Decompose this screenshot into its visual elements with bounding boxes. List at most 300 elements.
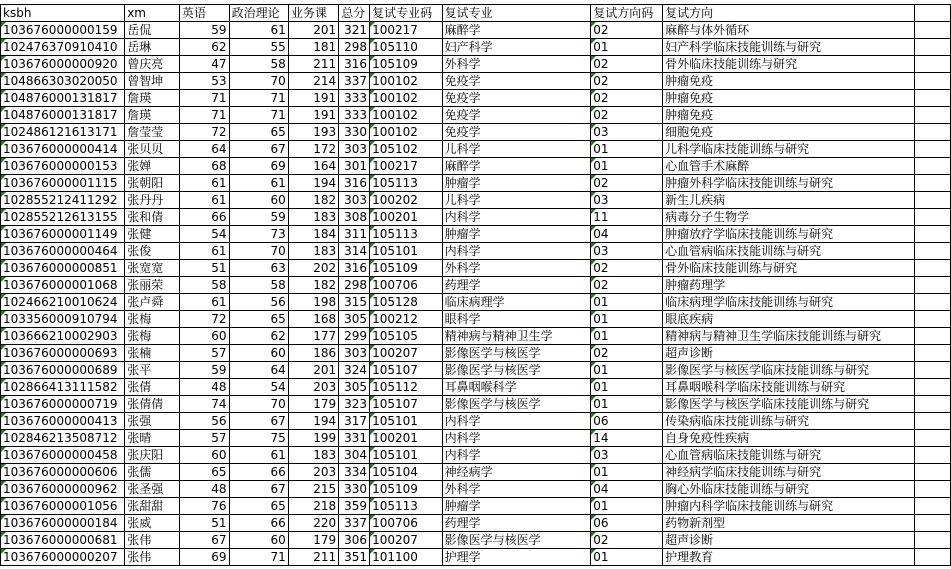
table-cell[interactable]: 105109	[370, 56, 443, 73]
empty-cell[interactable]	[914, 107, 950, 124]
table-cell[interactable]: 儿科学	[442, 141, 591, 158]
table-cell[interactable]: 58	[229, 277, 288, 294]
table-cell[interactable]: 精神病与精神卫生学临床技能训练与研究	[663, 328, 915, 345]
table-cell[interactable]: 张伟	[125, 549, 180, 566]
table-cell[interactable]: 324	[339, 362, 370, 379]
table-cell[interactable]: 01	[591, 158, 663, 175]
empty-cell[interactable]	[914, 345, 950, 362]
empty-cell[interactable]	[914, 260, 950, 277]
table-cell[interactable]: 儿科学	[442, 192, 591, 209]
table-cell[interactable]: 193	[288, 124, 338, 141]
table-cell[interactable]: 105104	[370, 464, 443, 481]
table-cell[interactable]: 59	[179, 22, 229, 39]
table-cell[interactable]: 194	[288, 175, 338, 192]
table-cell[interactable]: 103676000001149	[1, 226, 125, 243]
table-cell[interactable]: 359	[339, 498, 370, 515]
table-cell[interactable]: 肿瘤学	[442, 226, 591, 243]
table-cell[interactable]: 02	[591, 107, 663, 124]
table-cell[interactable]: 303	[339, 141, 370, 158]
table-cell[interactable]: 肿瘤免疫	[663, 107, 915, 124]
empty-cell[interactable]	[914, 56, 950, 73]
table-cell[interactable]: 102486121613171	[1, 124, 125, 141]
table-cell[interactable]: 61	[179, 243, 229, 260]
table-cell[interactable]: 57	[179, 345, 229, 362]
table-cell[interactable]: 张倩	[125, 379, 180, 396]
table-cell[interactable]: 177	[288, 328, 338, 345]
table-cell[interactable]: 105128	[370, 294, 443, 311]
table-cell[interactable]: 105113	[370, 498, 443, 515]
table-cell[interactable]: 01	[591, 141, 663, 158]
table-cell[interactable]: 220	[288, 515, 338, 532]
table-cell[interactable]: 曾庆亮	[125, 56, 180, 73]
empty-cell[interactable]	[914, 481, 950, 498]
empty-cell[interactable]	[914, 158, 950, 175]
table-cell[interactable]: 神经病学	[442, 464, 591, 481]
table-cell[interactable]: 60	[229, 532, 288, 549]
table-cell[interactable]: 69	[229, 158, 288, 175]
table-cell[interactable]: 211	[288, 549, 338, 566]
table-cell[interactable]: 眼底疾病	[663, 311, 915, 328]
table-cell[interactable]: 64	[229, 362, 288, 379]
table-cell[interactable]: 詹莹莹	[125, 124, 180, 141]
table-cell[interactable]: 59	[229, 209, 288, 226]
table-cell[interactable]: 免疫学	[442, 124, 591, 141]
table-cell[interactable]: 337	[339, 73, 370, 90]
table-cell[interactable]: 60	[229, 192, 288, 209]
table-cell[interactable]: 330	[339, 124, 370, 141]
table-cell[interactable]: 103676000001056	[1, 498, 125, 515]
table-cell[interactable]: 103676000000414	[1, 141, 125, 158]
table-cell[interactable]: 179	[288, 532, 338, 549]
table-cell[interactable]: 外科学	[442, 481, 591, 498]
table-cell[interactable]: 100102	[370, 107, 443, 124]
table-cell[interactable]: 105109	[370, 481, 443, 498]
table-cell[interactable]: 186	[288, 345, 338, 362]
table-cell[interactable]: 105109	[370, 260, 443, 277]
table-cell[interactable]: 心血管手术麻醉	[663, 158, 915, 175]
table-cell[interactable]: 316	[339, 260, 370, 277]
table-cell[interactable]: 04	[591, 481, 663, 498]
table-cell[interactable]: 330	[339, 481, 370, 498]
empty-cell[interactable]	[914, 464, 950, 481]
table-cell[interactable]: 314	[339, 243, 370, 260]
table-cell[interactable]: 215	[288, 481, 338, 498]
table-cell[interactable]: 105107	[370, 396, 443, 413]
table-cell[interactable]: 张甜甜	[125, 498, 180, 515]
table-cell[interactable]: 303	[339, 345, 370, 362]
table-cell[interactable]: 11	[591, 209, 663, 226]
header-cell[interactable]: ksbh	[1, 5, 125, 22]
table-cell[interactable]: 103676000000719	[1, 396, 125, 413]
table-cell[interactable]: 191	[288, 90, 338, 107]
table-cell[interactable]: 心血管病临床技能训练与研究	[663, 243, 915, 260]
table-cell[interactable]: 71	[229, 90, 288, 107]
table-cell[interactable]: 103676000000184	[1, 515, 125, 532]
table-cell[interactable]: 103676000000464	[1, 243, 125, 260]
empty-cell[interactable]	[914, 413, 950, 430]
table-cell[interactable]: 张贝贝	[125, 141, 180, 158]
table-cell[interactable]: 詹瑛	[125, 107, 180, 124]
table-cell[interactable]: 100201	[370, 209, 443, 226]
table-cell[interactable]: 53	[179, 73, 229, 90]
table-cell[interactable]: 01	[591, 39, 663, 56]
table-cell[interactable]: 儿科学临床技能训练与研究	[663, 141, 915, 158]
table-cell[interactable]: 100207	[370, 532, 443, 549]
table-cell[interactable]: 100207	[370, 345, 443, 362]
table-cell[interactable]: 免疫学	[442, 73, 591, 90]
table-cell[interactable]: 临床病理学临床技能训练与研究	[663, 294, 915, 311]
table-cell[interactable]: 01	[591, 464, 663, 481]
table-cell[interactable]: 67	[179, 532, 229, 549]
table-cell[interactable]: 103676000000962	[1, 481, 125, 498]
table-cell[interactable]: 301	[339, 158, 370, 175]
table-cell[interactable]: 骨外临床技能训练与研究	[663, 56, 915, 73]
table-cell[interactable]: 51	[179, 515, 229, 532]
empty-cell[interactable]	[914, 73, 950, 90]
table-cell[interactable]: 细胞免疫	[663, 124, 915, 141]
table-cell[interactable]: 59	[179, 362, 229, 379]
table-cell[interactable]: 02	[591, 260, 663, 277]
table-cell[interactable]: 298	[339, 277, 370, 294]
table-cell[interactable]: 免疫学	[442, 90, 591, 107]
table-cell[interactable]: 03	[591, 447, 663, 464]
table-cell[interactable]: 71	[229, 549, 288, 566]
table-cell[interactable]: 64	[179, 141, 229, 158]
table-cell[interactable]: 张健	[125, 226, 180, 243]
table-cell[interactable]: 66	[179, 209, 229, 226]
table-cell[interactable]: 影像医学与核医学	[442, 532, 591, 549]
empty-cell[interactable]	[914, 379, 950, 396]
table-cell[interactable]: 麻醉学	[442, 22, 591, 39]
table-cell[interactable]: 54	[229, 379, 288, 396]
table-cell[interactable]: 182	[288, 192, 338, 209]
table-cell[interactable]: 306	[339, 532, 370, 549]
table-cell[interactable]: 病毒分子生物学	[663, 209, 915, 226]
header-cell[interactable]: 英语	[179, 5, 229, 22]
table-cell[interactable]: 103676000000681	[1, 532, 125, 549]
table-cell[interactable]: 02	[591, 56, 663, 73]
table-cell[interactable]: 61	[229, 447, 288, 464]
table-cell[interactable]: 100102	[370, 124, 443, 141]
table-cell[interactable]: 耳鼻咽喉科学临床技能训练与研究	[663, 379, 915, 396]
table-cell[interactable]: 100706	[370, 277, 443, 294]
table-cell[interactable]: 03	[591, 124, 663, 141]
table-cell[interactable]: 内科学	[442, 413, 591, 430]
table-cell[interactable]: 张梅	[125, 328, 180, 345]
empty-cell[interactable]	[914, 328, 950, 345]
table-cell[interactable]: 75	[229, 430, 288, 447]
empty-cell[interactable]	[914, 277, 950, 294]
table-cell[interactable]: 105110	[370, 39, 443, 56]
table-cell[interactable]: 影像医学与核医学	[442, 362, 591, 379]
table-cell[interactable]: 曾智坤	[125, 73, 180, 90]
table-cell[interactable]: 66	[229, 515, 288, 532]
table-cell[interactable]: 02	[591, 22, 663, 39]
table-cell[interactable]: 103676000000689	[1, 362, 125, 379]
table-cell[interactable]: 211	[288, 56, 338, 73]
table-cell[interactable]: 61	[229, 22, 288, 39]
empty-cell[interactable]	[914, 243, 950, 260]
table-cell[interactable]: 104876000131817	[1, 90, 125, 107]
empty-cell[interactable]	[914, 124, 950, 141]
table-cell[interactable]: 100202	[370, 192, 443, 209]
table-cell[interactable]: 201	[288, 362, 338, 379]
table-cell[interactable]: 55	[229, 39, 288, 56]
empty-cell[interactable]	[914, 39, 950, 56]
table-cell[interactable]: 100217	[370, 158, 443, 175]
table-cell[interactable]: 202	[288, 260, 338, 277]
table-cell[interactable]: 65	[179, 464, 229, 481]
table-cell[interactable]: 张威	[125, 515, 180, 532]
table-cell[interactable]: 70	[229, 73, 288, 90]
table-cell[interactable]: 333	[339, 107, 370, 124]
table-cell[interactable]: 101100	[370, 549, 443, 566]
table-cell[interactable]: 201	[288, 22, 338, 39]
table-cell[interactable]: 影像医学与核医学	[442, 396, 591, 413]
table-cell[interactable]: 183	[288, 243, 338, 260]
table-cell[interactable]: 316	[339, 56, 370, 73]
empty-cell[interactable]	[914, 447, 950, 464]
empty-cell[interactable]	[914, 549, 950, 566]
table-cell[interactable]: 张强	[125, 413, 180, 430]
header-cell[interactable]: 总分	[339, 5, 370, 22]
table-cell[interactable]: 62	[229, 328, 288, 345]
table-cell[interactable]: 100102	[370, 73, 443, 90]
table-cell[interactable]: 102866413111582	[1, 379, 125, 396]
table-cell[interactable]: 01	[591, 311, 663, 328]
table-cell[interactable]: 67	[229, 481, 288, 498]
table-cell[interactable]: 218	[288, 498, 338, 515]
empty-cell[interactable]	[914, 294, 950, 311]
table-cell[interactable]: 103676000000153	[1, 158, 125, 175]
table-cell[interactable]: 药理学	[442, 277, 591, 294]
table-cell[interactable]: 65	[229, 311, 288, 328]
table-cell[interactable]: 299	[339, 328, 370, 345]
table-cell[interactable]: 詹瑛	[125, 90, 180, 107]
table-cell[interactable]: 351	[339, 549, 370, 566]
empty-cell[interactable]	[914, 396, 950, 413]
table-cell[interactable]: 02	[591, 90, 663, 107]
table-cell[interactable]: 54	[179, 226, 229, 243]
table-cell[interactable]: 214	[288, 73, 338, 90]
table-cell[interactable]: 179	[288, 396, 338, 413]
table-cell[interactable]: 67	[229, 141, 288, 158]
table-cell[interactable]: 48	[179, 481, 229, 498]
table-cell[interactable]: 103676000001068	[1, 277, 125, 294]
empty-cell[interactable]	[914, 515, 950, 532]
table-cell[interactable]: 传染病临床技能训练与研究	[663, 413, 915, 430]
table-cell[interactable]: 194	[288, 413, 338, 430]
table-cell[interactable]: 耳鼻咽喉科学	[442, 379, 591, 396]
table-cell[interactable]: 103676000000851	[1, 260, 125, 277]
header-cell[interactable]: xm	[125, 5, 180, 22]
table-cell[interactable]: 肿瘤外科学临床技能训练与研究	[663, 175, 915, 192]
table-cell[interactable]: 68	[179, 158, 229, 175]
table-cell[interactable]: 199	[288, 430, 338, 447]
table-cell[interactable]: 新生儿疾病	[663, 192, 915, 209]
table-cell[interactable]: 203	[288, 379, 338, 396]
table-cell[interactable]: 01	[591, 362, 663, 379]
table-cell[interactable]: 01	[591, 549, 663, 566]
table-cell[interactable]: 张晴	[125, 430, 180, 447]
table-cell[interactable]: 02	[591, 345, 663, 362]
header-cell[interactable]: 复试方向码	[591, 5, 663, 22]
table-cell[interactable]: 61	[179, 192, 229, 209]
table-cell[interactable]: 72	[179, 124, 229, 141]
table-cell[interactable]: 103676000000920	[1, 56, 125, 73]
table-cell[interactable]: 56	[229, 294, 288, 311]
empty-cell[interactable]	[914, 5, 950, 22]
empty-cell[interactable]	[914, 209, 950, 226]
table-cell[interactable]: 岳侃	[125, 22, 180, 39]
table-cell[interactable]: 外科学	[442, 260, 591, 277]
table-cell[interactable]: 影像医学与核医学	[442, 345, 591, 362]
table-cell[interactable]: 妇产科学	[442, 39, 591, 56]
empty-cell[interactable]	[914, 192, 950, 209]
table-cell[interactable]: 191	[288, 107, 338, 124]
table-cell[interactable]: 100706	[370, 515, 443, 532]
table-cell[interactable]: 02	[591, 175, 663, 192]
table-cell[interactable]: 103676000000693	[1, 345, 125, 362]
table-cell[interactable]: 张伟	[125, 532, 180, 549]
table-cell[interactable]: 眼科学	[442, 311, 591, 328]
table-cell[interactable]: 张庆阳	[125, 447, 180, 464]
table-cell[interactable]: 103676000001115	[1, 175, 125, 192]
table-cell[interactable]: 47	[179, 56, 229, 73]
table-cell[interactable]: 103676000000606	[1, 464, 125, 481]
table-cell[interactable]: 60	[179, 328, 229, 345]
table-cell[interactable]: 323	[339, 396, 370, 413]
table-cell[interactable]: 06	[591, 515, 663, 532]
table-cell[interactable]: 内科学	[442, 447, 591, 464]
table-cell[interactable]: 麻醉学	[442, 158, 591, 175]
table-cell[interactable]: 71	[179, 90, 229, 107]
table-cell[interactable]: 102466210010624	[1, 294, 125, 311]
table-cell[interactable]: 70	[229, 396, 288, 413]
header-cell[interactable]: 复试方向	[663, 5, 915, 22]
table-cell[interactable]: 311	[339, 226, 370, 243]
table-cell[interactable]: 张丽荣	[125, 277, 180, 294]
table-cell[interactable]: 临床病理学	[442, 294, 591, 311]
table-cell[interactable]: 06	[591, 413, 663, 430]
empty-cell[interactable]	[914, 498, 950, 515]
table-cell[interactable]: 333	[339, 90, 370, 107]
table-cell[interactable]: 14	[591, 430, 663, 447]
table-cell[interactable]: 164	[288, 158, 338, 175]
table-cell[interactable]: 321	[339, 22, 370, 39]
table-cell[interactable]: 麻醉与体外循环	[663, 22, 915, 39]
header-cell[interactable]: 复试专业码	[370, 5, 443, 22]
table-cell[interactable]: 102476370910410	[1, 39, 125, 56]
table-cell[interactable]: 肿瘤免疫	[663, 90, 915, 107]
table-cell[interactable]: 103676000000207	[1, 549, 125, 566]
table-cell[interactable]: 骨外临床技能训练与研究	[663, 260, 915, 277]
table-cell[interactable]: 73	[229, 226, 288, 243]
table-cell[interactable]: 71	[229, 107, 288, 124]
table-cell[interactable]: 337	[339, 515, 370, 532]
table-cell[interactable]: 100201	[370, 430, 443, 447]
table-cell[interactable]: 103676000000159	[1, 22, 125, 39]
table-cell[interactable]: 184	[288, 226, 338, 243]
table-cell[interactable]: 105107	[370, 362, 443, 379]
table-cell[interactable]: 317	[339, 413, 370, 430]
table-cell[interactable]: 精神病与精神卫生学	[442, 328, 591, 345]
table-cell[interactable]: 105101	[370, 447, 443, 464]
table-cell[interactable]: 张朝阳	[125, 175, 180, 192]
header-cell[interactable]: 复试专业	[442, 5, 591, 22]
table-cell[interactable]: 56	[179, 413, 229, 430]
table-cell[interactable]: 肿瘤免疫	[663, 73, 915, 90]
table-cell[interactable]: 61	[179, 175, 229, 192]
table-cell[interactable]: 105102	[370, 141, 443, 158]
empty-cell[interactable]	[914, 226, 950, 243]
table-cell[interactable]: 张和倩	[125, 209, 180, 226]
table-cell[interactable]: 02	[591, 73, 663, 90]
table-cell[interactable]: 69	[179, 549, 229, 566]
table-cell[interactable]: 03	[591, 192, 663, 209]
table-cell[interactable]: 105101	[370, 243, 443, 260]
table-cell[interactable]: 76	[179, 498, 229, 515]
table-cell[interactable]: 183	[288, 209, 338, 226]
header-cell[interactable]: 业务课	[288, 5, 338, 22]
empty-cell[interactable]	[914, 362, 950, 379]
table-cell[interactable]: 105113	[370, 226, 443, 243]
empty-cell[interactable]	[914, 311, 950, 328]
table-cell[interactable]: 105105	[370, 328, 443, 345]
table-cell[interactable]: 305	[339, 311, 370, 328]
table-cell[interactable]: 105101	[370, 413, 443, 430]
table-cell[interactable]: 张丹丹	[125, 192, 180, 209]
table-cell[interactable]: 315	[339, 294, 370, 311]
table-cell[interactable]: 316	[339, 175, 370, 192]
table-cell[interactable]: 神经病学临床技能训练与研究	[663, 464, 915, 481]
empty-cell[interactable]	[914, 175, 950, 192]
table-cell[interactable]: 48	[179, 379, 229, 396]
table-cell[interactable]: 02	[591, 532, 663, 549]
table-cell[interactable]: 105112	[370, 379, 443, 396]
table-cell[interactable]: 内科学	[442, 430, 591, 447]
table-cell[interactable]: 肿瘤学	[442, 175, 591, 192]
table-cell[interactable]: 内科学	[442, 209, 591, 226]
table-cell[interactable]: 影像医学与核医学临床技能训练与研究	[663, 362, 915, 379]
table-cell[interactable]: 张婵	[125, 158, 180, 175]
table-cell[interactable]: 张俊	[125, 243, 180, 260]
table-cell[interactable]: 103356000910794	[1, 311, 125, 328]
table-cell[interactable]: 01	[591, 328, 663, 345]
table-cell[interactable]: 外科学	[442, 56, 591, 73]
table-cell[interactable]: 护理学	[442, 549, 591, 566]
table-cell[interactable]: 100212	[370, 311, 443, 328]
table-cell[interactable]: 67	[229, 413, 288, 430]
table-cell[interactable]: 298	[339, 39, 370, 56]
table-cell[interactable]: 04	[591, 226, 663, 243]
table-cell[interactable]: 妇产科学临床技能训练与研究	[663, 39, 915, 56]
table-cell[interactable]: 01	[591, 498, 663, 515]
table-cell[interactable]: 103676000000458	[1, 447, 125, 464]
table-cell[interactable]: 61	[229, 175, 288, 192]
table-cell[interactable]: 01	[591, 379, 663, 396]
table-cell[interactable]: 74	[179, 396, 229, 413]
table-cell[interactable]: 331	[339, 430, 370, 447]
table-cell[interactable]: 03	[591, 243, 663, 260]
table-cell[interactable]: 02	[591, 277, 663, 294]
table-cell[interactable]: 183	[288, 447, 338, 464]
table-cell[interactable]: 药物新剂型	[663, 515, 915, 532]
table-cell[interactable]: 104866303020050	[1, 73, 125, 90]
table-cell[interactable]: 303	[339, 192, 370, 209]
table-cell[interactable]: 张儒	[125, 464, 180, 481]
table-cell[interactable]: 58	[229, 56, 288, 73]
